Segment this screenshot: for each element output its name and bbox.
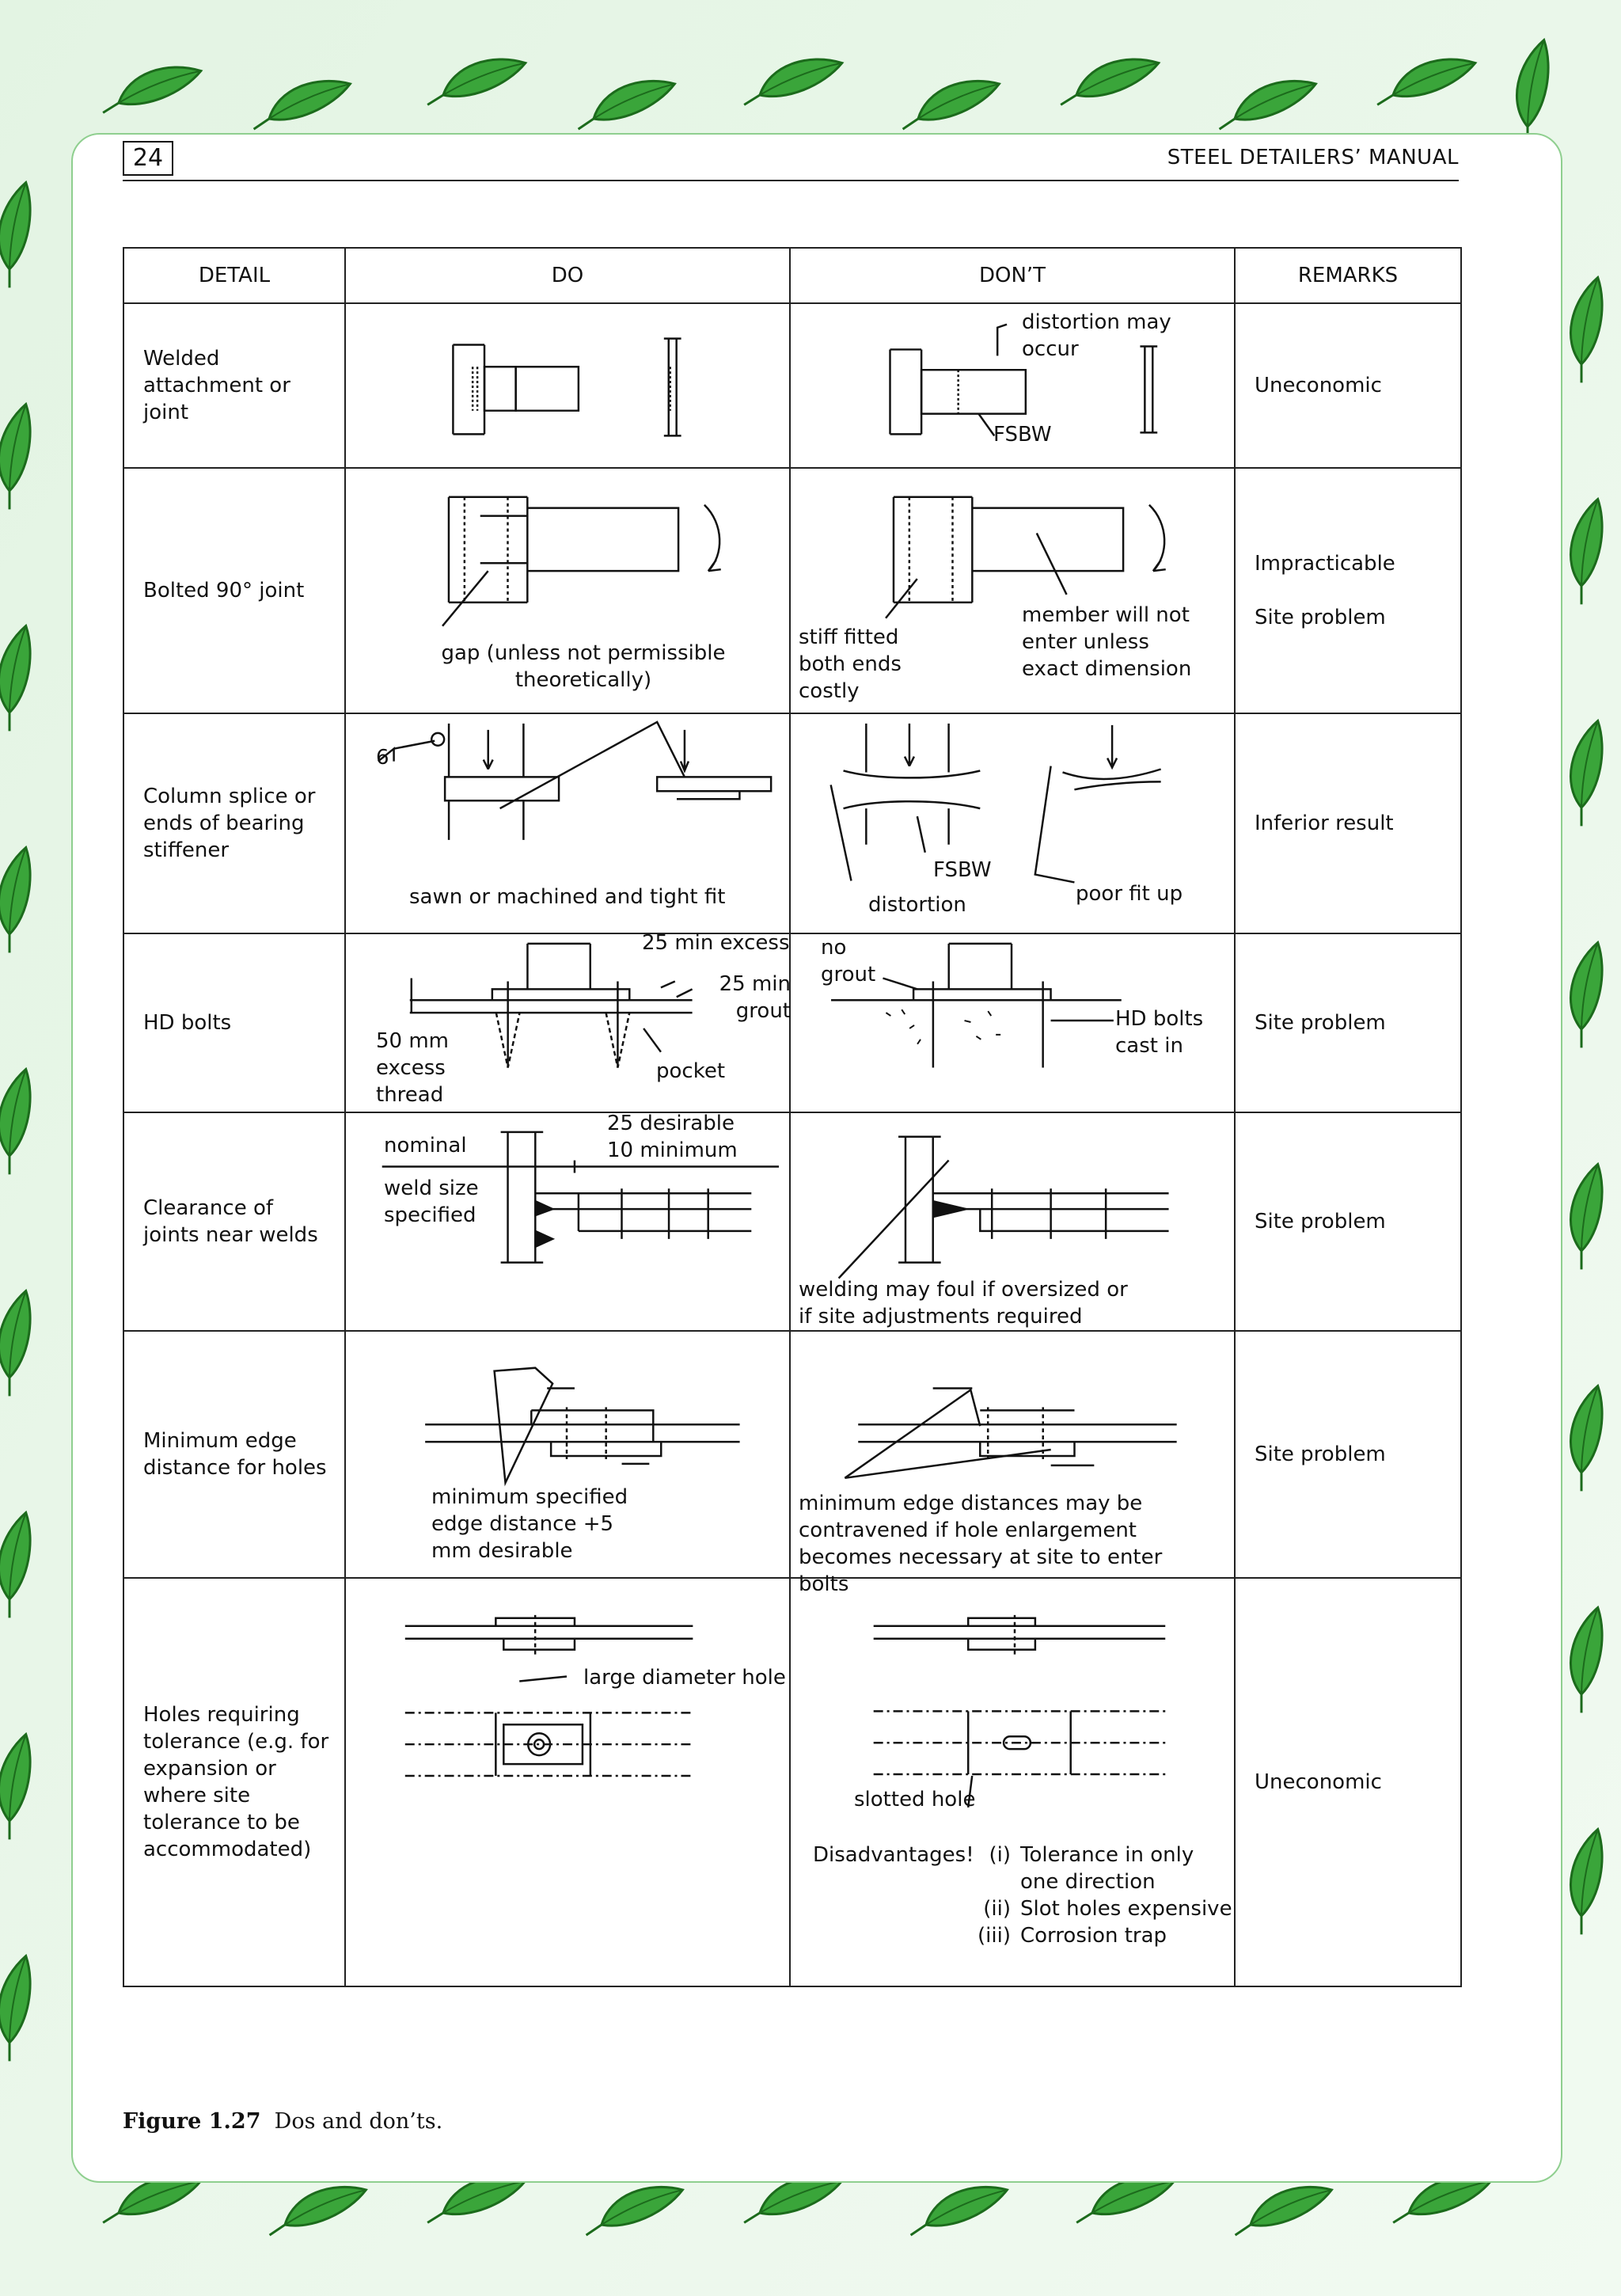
detail-cell: Clearance of joints near welds (123, 1112, 345, 1331)
column-header-do: DO (345, 248, 790, 303)
do-label-large-diameter-hole: large diameter hole (583, 1666, 786, 1690)
do-drawing-cell (345, 468, 790, 713)
remarks-cell: Site problem (1235, 1331, 1461, 1578)
dont-label-fsbw: FSBW (933, 858, 992, 882)
dont-drawing-cell (790, 1578, 1235, 1986)
detail-cell: Minimum edge distance for holes (123, 1331, 345, 1578)
table-header-row (123, 248, 1461, 303)
disadvantages-list (813, 1842, 1234, 1949)
do-label-weld-size-specified: weld size specified (384, 1177, 479, 1227)
do-label-50mm-excess-thread: 50 mm excess thread (376, 1029, 450, 1107)
figure-caption (123, 2109, 442, 2134)
detail-cell: Welded attachment or joint (123, 303, 345, 468)
remarks-cell: Impracticable Site problem (1235, 468, 1461, 713)
do-label-pocket: pocket (656, 1059, 726, 1083)
disadvantage-number: (i) (989, 1843, 1011, 1867)
remarks-cell: Uneconomic (1235, 303, 1461, 468)
dont-label-hd-bolts-cast-in: HD bolts cast in (1115, 1007, 1204, 1058)
table-row (123, 1331, 1461, 1578)
do-drawing-cell (345, 303, 790, 468)
dont-drawing-cell (790, 1331, 1235, 1596)
dont-label-distortion: distortion may occur (1022, 310, 1171, 361)
column-header-remarks: REMARKS (1235, 248, 1461, 303)
column-header-detail: DETAIL (123, 248, 345, 303)
do-label-25-min-excess: 25 min excess (642, 931, 790, 955)
do-label-gap: gap (unless not permissible theoretically) (441, 641, 726, 692)
detail-cell: Column splice or ends of bearing stiffener (123, 713, 345, 933)
dont-label-fsbw: FSBW (993, 423, 1052, 447)
detail-cell: Bolted 90° joint (123, 468, 345, 713)
dont-drawing-cell (790, 713, 1235, 933)
do-welded-joint-drawing (346, 304, 789, 467)
do-tolerance-hole-drawing (346, 1579, 789, 1986)
do-drawing-cell (345, 933, 790, 1112)
dont-label-welding-may-foul: welding may foul if oversized or if site adjustments required (799, 1278, 1128, 1329)
remarks-cell: Uneconomic (1235, 1578, 1461, 1986)
dont-label-distortion: distortion (868, 893, 966, 917)
detail-cell: Holes requiring tolerance (e.g. for expansion or where site tolerance to be accommodated) (123, 1578, 345, 1986)
disadvantage-text: Slot holes expensive (1020, 1897, 1232, 1921)
do-label-nominal: nominal (384, 1134, 467, 1158)
table-row (123, 468, 1461, 713)
do-label-25-desirable: 25 desirable 10 minimum (607, 1112, 738, 1162)
do-label-sawn-machined: sawn or machined and tight fit (409, 885, 726, 909)
remarks-cell: Site problem (1235, 933, 1461, 1112)
disadvantage-number: (iii) (978, 1924, 1011, 1948)
dos-and-donts-table (123, 247, 1462, 1987)
dont-drawing-cell (790, 468, 1235, 713)
table-row (123, 933, 1461, 1112)
disadvantages-intro: Disadvantages! (813, 1843, 974, 1867)
remarks-cell: Site problem (1235, 1112, 1461, 1331)
do-drawing-cell (345, 1578, 790, 1986)
do-drawing-cell (345, 1112, 790, 1331)
do-drawing-cell (345, 713, 790, 933)
detail-cell: HD bolts (123, 933, 345, 1112)
do-drawing-cell (345, 1331, 790, 1578)
table-row (123, 713, 1461, 933)
running-title: STEEL DETAILERS’ MANUAL (1167, 146, 1459, 169)
dont-label-no-grout: no grout (821, 936, 876, 986)
dont-label-member-will-not-enter: member will not enter unless exact dimension (1022, 603, 1192, 681)
dont-label-minimum-edge-distances: minimum edge distances may be contravened if hole enlargement becomes necessary at site to enter bolts (799, 1492, 1163, 1596)
do-label-25-min-grout: 25 min grout (719, 972, 791, 1023)
table-row (123, 1112, 1461, 1331)
figure-caption-text: Dos and don’ts. (274, 2109, 443, 2134)
dont-drawing-cell (790, 303, 1235, 468)
dont-label-stiff-fitted: stiff fitted both ends costly (799, 625, 902, 703)
disadvantage-text: Corrosion trap (1020, 1924, 1167, 1948)
table-row (123, 1578, 1461, 1986)
figure-label: Figure 1.27 (123, 2109, 261, 2134)
header-rule (123, 180, 1459, 181)
do-label-weld-size: 6 (376, 746, 389, 770)
table-row (123, 303, 1461, 468)
do-label-minimum-specified: minimum specified edge distance +5 mm desirable (431, 1485, 628, 1563)
disadvantage-text: Tolerance in only one direction (1020, 1843, 1194, 1894)
column-header-dont: DON’T (790, 248, 1235, 303)
dont-label-slotted-hole: slotted hole (854, 1788, 976, 1811)
remarks-cell: Inferior result (1235, 713, 1461, 933)
page-number: 24 (123, 141, 173, 176)
disadvantage-number: (ii) (983, 1897, 1011, 1921)
dont-label-poor-fit: poor fit up (1076, 882, 1183, 906)
dont-drawing-cell (790, 1112, 1235, 1331)
dont-drawing-cell (790, 933, 1235, 1112)
